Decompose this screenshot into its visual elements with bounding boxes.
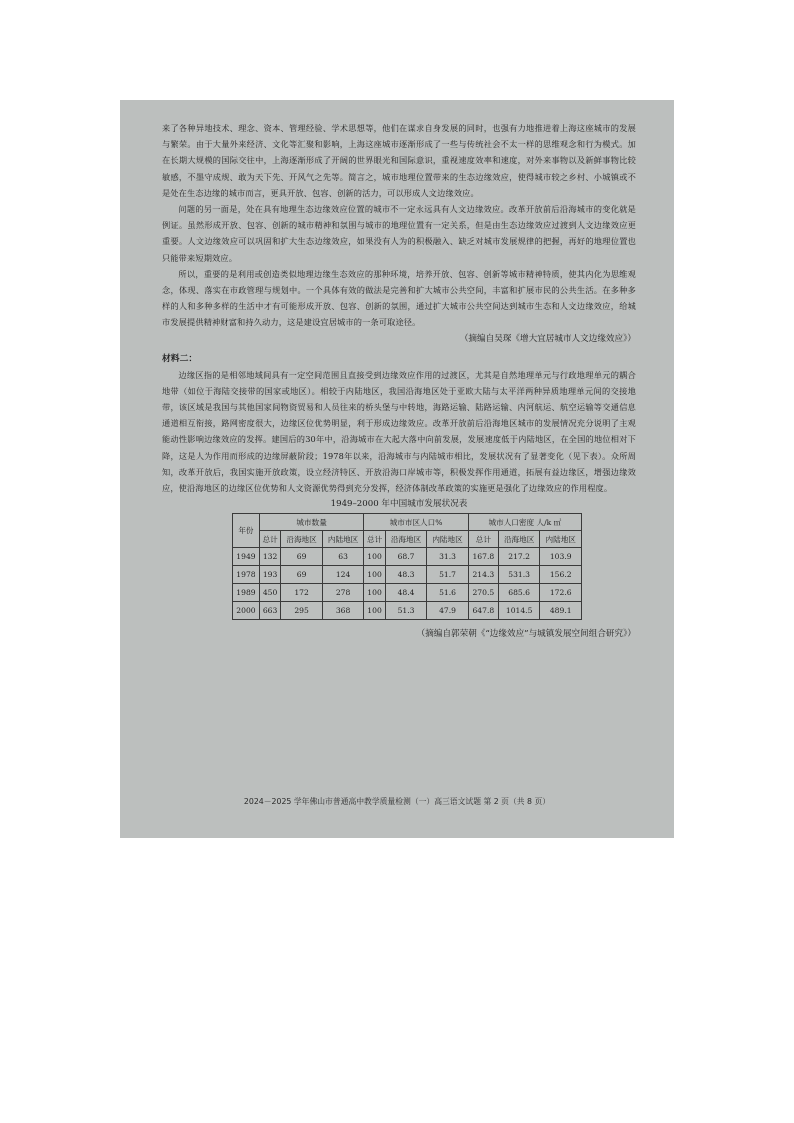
page-footer: 2024－2025 学年佛山市普通高中教学质量检测（一）高三语文试题 第 2 页（共 8 页） bbox=[243, 797, 551, 806]
table-cell: 489.1 bbox=[540, 602, 582, 620]
subheader: 内陆地区 bbox=[540, 531, 582, 548]
table-row bbox=[233, 566, 582, 584]
urban-population-header: 城市市区人口% bbox=[364, 514, 468, 531]
subheader: 内陆地区 bbox=[322, 531, 364, 548]
table-row bbox=[233, 602, 582, 620]
table-cell: 214.3 bbox=[468, 566, 498, 584]
table-cell: 100 bbox=[364, 548, 385, 566]
table-cell: 51.6 bbox=[427, 584, 469, 602]
table-cell: 663 bbox=[259, 602, 280, 620]
table-cell: 100 bbox=[364, 566, 385, 584]
table-cell: 51.7 bbox=[427, 566, 469, 584]
table-cell: 68.7 bbox=[385, 548, 427, 566]
table-row bbox=[233, 584, 582, 602]
subheader: 内陆地区 bbox=[427, 531, 469, 548]
material1-paragraph-3: 所以，重要的是利用或创造类似地理边缘生态效应的那种环境，培养开放、包容、创新等城市精神特质，使其内化为思维观念，体现、落实在市政管理与规划中。一个具体有效的做法是完善和扩大城市公共空间，丰富和扩展市民的公共生活。在多种多样的人和多种多样的生活中才有可能形成开放、包容、创新的氛围，通过扩大城市公共空间达到城市生态和人文边缘效应，给城市发展提供精神财富和持久动力，这是建设宜居城市的一条可取途径。 bbox=[162, 268, 636, 328]
table-cell: 172 bbox=[281, 584, 323, 602]
table-cell: 63 bbox=[322, 548, 364, 566]
subheader: 沿海地区 bbox=[281, 531, 323, 548]
table-cell: 2000 bbox=[233, 602, 260, 620]
table-cell: 48.4 bbox=[385, 584, 427, 602]
material1-source: （摘编自吴琛《增大宜居城市人文边缘效应》） bbox=[459, 333, 636, 344]
table-cell: 193 bbox=[259, 566, 280, 584]
table-cell: 1014.5 bbox=[498, 602, 540, 620]
table-cell: 1949 bbox=[233, 548, 260, 566]
table-cell: 1978 bbox=[233, 566, 260, 584]
material2-heading: 材料二： bbox=[162, 353, 198, 364]
subheader: 总计 bbox=[259, 531, 280, 548]
material2-paragraph-1: 边缘区指的是相邻地域间具有一定空间范围且直接受到边缘效应作用的过渡区，尤其是自然地理单元与行政地理单元的耦合地带（如位于海陆交接带的国家或地区）。相较于内陆地区，我国沿海地区处于亚欧大陆与太平洋两种异质地理单元间的交接地带，该区域是我国与其他国家间物资贸易和人员往来的桥头堡与中转地，海路运输、陆路运输、内河航运、航空运输等交通信息通道相互衔接，路网密度很大，边缘区位优势明显，利于形成边缘效应。改革开放前后沿海地区城市的发展情况充分说明了主观能动性影响边缘效应的发挥。建国后的30年中，沿海城市在大起大落中向前发展，发展速度低于内陆地区，在全国的地位相对下降，这是人为作用而形成的边缘屏蔽阶段；1978年以来，沿海城市与内陆城市相比，发展状况有了显著变化（见下表）。众所周知，改革开放后，我国实施开放政策，设立经济特区、开放沿海口岸城市等，积极发挥作用通道，拓展有益边缘区，增强边缘效应，使沿海地区的边缘区位优势和人文资源优势得到充分发挥，经济体制改革政策的实施更是强化了边缘效应的作用程度。 bbox=[162, 369, 636, 494]
table-cell: 31.3 bbox=[427, 548, 469, 566]
table-cell: 100 bbox=[364, 584, 385, 602]
table-cell: 647.8 bbox=[468, 602, 498, 620]
year-header: 年份 bbox=[233, 514, 260, 548]
table-cell: 69 bbox=[281, 548, 323, 566]
material2-source: （摘编自郭荣朝《“边缘效应”与城镇发展空间组合研究》） bbox=[416, 629, 636, 640]
scanned-page bbox=[120, 100, 674, 838]
material1-paragraph-1: 来了各种异地技术、理念、资本、管理经验、学术思想等，他们在谋求自身发展的同时，也强有力地推进着上海这座城市的发展与繁荣。由于大量外来经济、文化等汇聚和影响，上海这座城市逐渐形成了一些与传统社会不太一样的思维观念和行为模式。加在长期大规模的国际交往中，上海逐渐形成了开阔的世界眼光和国际意识，重视速度效率和速度，对外来事物以及新鲜事物比较敏感，不墨守成规、敢为天下先、开风气之先等。简言之，城市地理位置带来的生态边缘效应，使得城市较之乡村、小城镇或不是处在生态边缘的城市而言，更具开放、包容、创新的活力，可以形成人文边缘效应。 bbox=[162, 123, 636, 198]
subheader: 总计 bbox=[468, 531, 498, 548]
table-cell: 217.2 bbox=[498, 548, 540, 566]
subheader: 总计 bbox=[364, 531, 385, 548]
city-count-header: 城市数量 bbox=[259, 514, 363, 531]
city-development-table bbox=[232, 513, 582, 620]
table-cell: 100 bbox=[364, 602, 385, 620]
table-cell: 1989 bbox=[233, 584, 260, 602]
table-cell: 132 bbox=[259, 548, 280, 566]
material1-paragraph-2: 问题的另一面是，处在具有地理生态边缘效应位置的城市不一定永远具有人文边缘效应。改革开放前后沿海城市的变化就是例证。虽然形成开放、包容、创新的城市精神和氛围与城市的地理位置有一定关系，但是由生态边缘效应过渡到人文边缘效应更重要。人文边缘效应可以巩固和扩大生态边缘效应，如果没有人为的积极融入、缺乏对城市发展规律的把握，再好的地理位置也只能带来短期效应。 bbox=[162, 204, 636, 263]
page-content bbox=[162, 120, 636, 642]
table-cell: 531.3 bbox=[498, 566, 540, 584]
table-cell: 156.2 bbox=[540, 566, 582, 584]
table-cell: 48.3 bbox=[385, 566, 427, 584]
table-cell: 124 bbox=[322, 566, 364, 584]
table-cell: 685.6 bbox=[498, 584, 540, 602]
table-row bbox=[233, 548, 582, 566]
table-cell: 450 bbox=[259, 584, 280, 602]
table-title: 1949–2000 年中国城市发展状况表 bbox=[330, 499, 468, 510]
table-cell: 278 bbox=[322, 584, 364, 602]
table-cell: 69 bbox=[281, 566, 323, 584]
table-cell: 167.8 bbox=[468, 548, 498, 566]
table-cell: 47.9 bbox=[427, 602, 469, 620]
table-cell: 172.6 bbox=[540, 584, 582, 602]
table-cell: 295 bbox=[281, 602, 323, 620]
table-cell: 103.9 bbox=[540, 548, 582, 566]
table-cell: 51.3 bbox=[385, 602, 427, 620]
population-density-header: 城市人口密度 人/k ㎡ bbox=[468, 514, 581, 531]
table-cell: 368 bbox=[322, 602, 364, 620]
table-cell: 270.5 bbox=[468, 584, 498, 602]
subheader: 沿海地区 bbox=[498, 531, 540, 548]
subheader: 沿海地区 bbox=[385, 531, 427, 548]
